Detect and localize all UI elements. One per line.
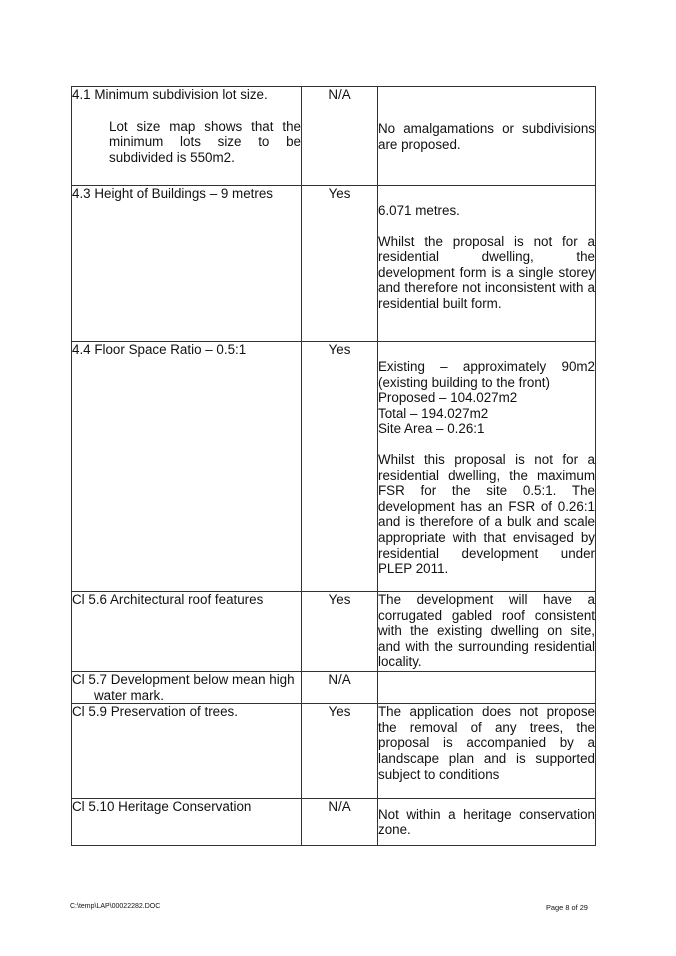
comment-cell <box>378 799 596 846</box>
table-row <box>72 87 596 186</box>
comment-cell <box>378 704 596 799</box>
comment-cell <box>378 592 596 672</box>
requirement-text: 4.3 Height of Buildings – 9 metres <box>72 186 273 201</box>
comment-cell <box>378 186 596 342</box>
table-row <box>72 342 596 592</box>
compliance-cell: Yes <box>302 592 378 672</box>
table-row <box>72 704 596 799</box>
requirement-cell <box>72 799 302 846</box>
requirement-text: 4.1 Minimum subdivision lot size. <box>72 87 268 102</box>
table-row <box>72 186 596 342</box>
compliance-cell: Yes <box>302 342 378 592</box>
requirement-text: Cl 5.6 Architectural roof features <box>72 592 264 607</box>
comment-text: The development will have a corrugated gabled roof consistent with the existing dwelling on site, and with the surrounding residential locality. <box>378 592 595 670</box>
table-row <box>72 592 596 672</box>
requirement-cell <box>72 672 302 704</box>
requirement-cell <box>72 592 302 672</box>
comment-cell <box>378 342 596 592</box>
comment-text: Whilst the proposal is not for a residential dwelling, the development form is a single storey and therefore not inconsistent with a residential built form. <box>378 233 595 311</box>
compliance-table <box>71 86 596 846</box>
comment-text: The application does not propose the removal of any trees, the proposal is accompanied by a landscape plan and is supported subject to conditions <box>378 704 595 782</box>
compliance-cell: N/A <box>302 672 378 704</box>
requirement-text: Cl 5.7 Development below mean high water mark. <box>72 672 295 703</box>
comment-text: Not within a heritage conservation zone. <box>378 806 595 838</box>
table-row <box>72 672 596 704</box>
requirement-text: Cl 5.10 Heritage Conservation <box>72 799 252 815</box>
requirement-cell <box>72 342 302 592</box>
compliance-cell: N/A <box>302 799 378 846</box>
footer-page-number: Page 8 of 29 <box>546 903 588 912</box>
comment-line: Proposed – 104.027m2 <box>378 390 518 406</box>
compliance-cell: Yes <box>302 704 378 799</box>
comment-text: Whilst this proposal is not for a residential dwelling, the maximum FSR for the site 0.5:1. The development has an FSR of 0.26:1 and is therefore of a bulk and scale appropriate with that envisaged by residential development under PLEP 2011. <box>378 451 595 577</box>
comment-line: Site Area – 0.26:1 <box>378 421 485 437</box>
footer-file-path: C:\temp\LAP\00022282.DOC <box>70 903 161 910</box>
requirement-note: Lot size map shows that the minimum lots size to be subdivided is 550m2. <box>109 118 301 165</box>
compliance-cell: Yes <box>302 186 378 342</box>
comment-cell <box>378 87 596 186</box>
requirement-cell <box>72 704 302 799</box>
comment-cell <box>378 672 596 704</box>
requirement-cell <box>72 87 302 186</box>
comment-text: No amalgamations or subdivisions are proposed. <box>378 121 595 152</box>
requirement-text: 4.4 Floor Space Ratio – 0.5:1 <box>72 342 247 357</box>
comment-line: Total – 194.027m2 <box>378 405 489 421</box>
comment-text: 6.071 metres. <box>378 203 460 218</box>
comment-line: Existing – approximately 90m2 (existing building to the front) <box>378 359 595 390</box>
requirement-text: Cl 5.9 Preservation of trees. <box>72 704 238 720</box>
compliance-cell: N/A <box>302 87 378 186</box>
table-row <box>72 799 596 846</box>
requirement-cell <box>72 186 302 342</box>
